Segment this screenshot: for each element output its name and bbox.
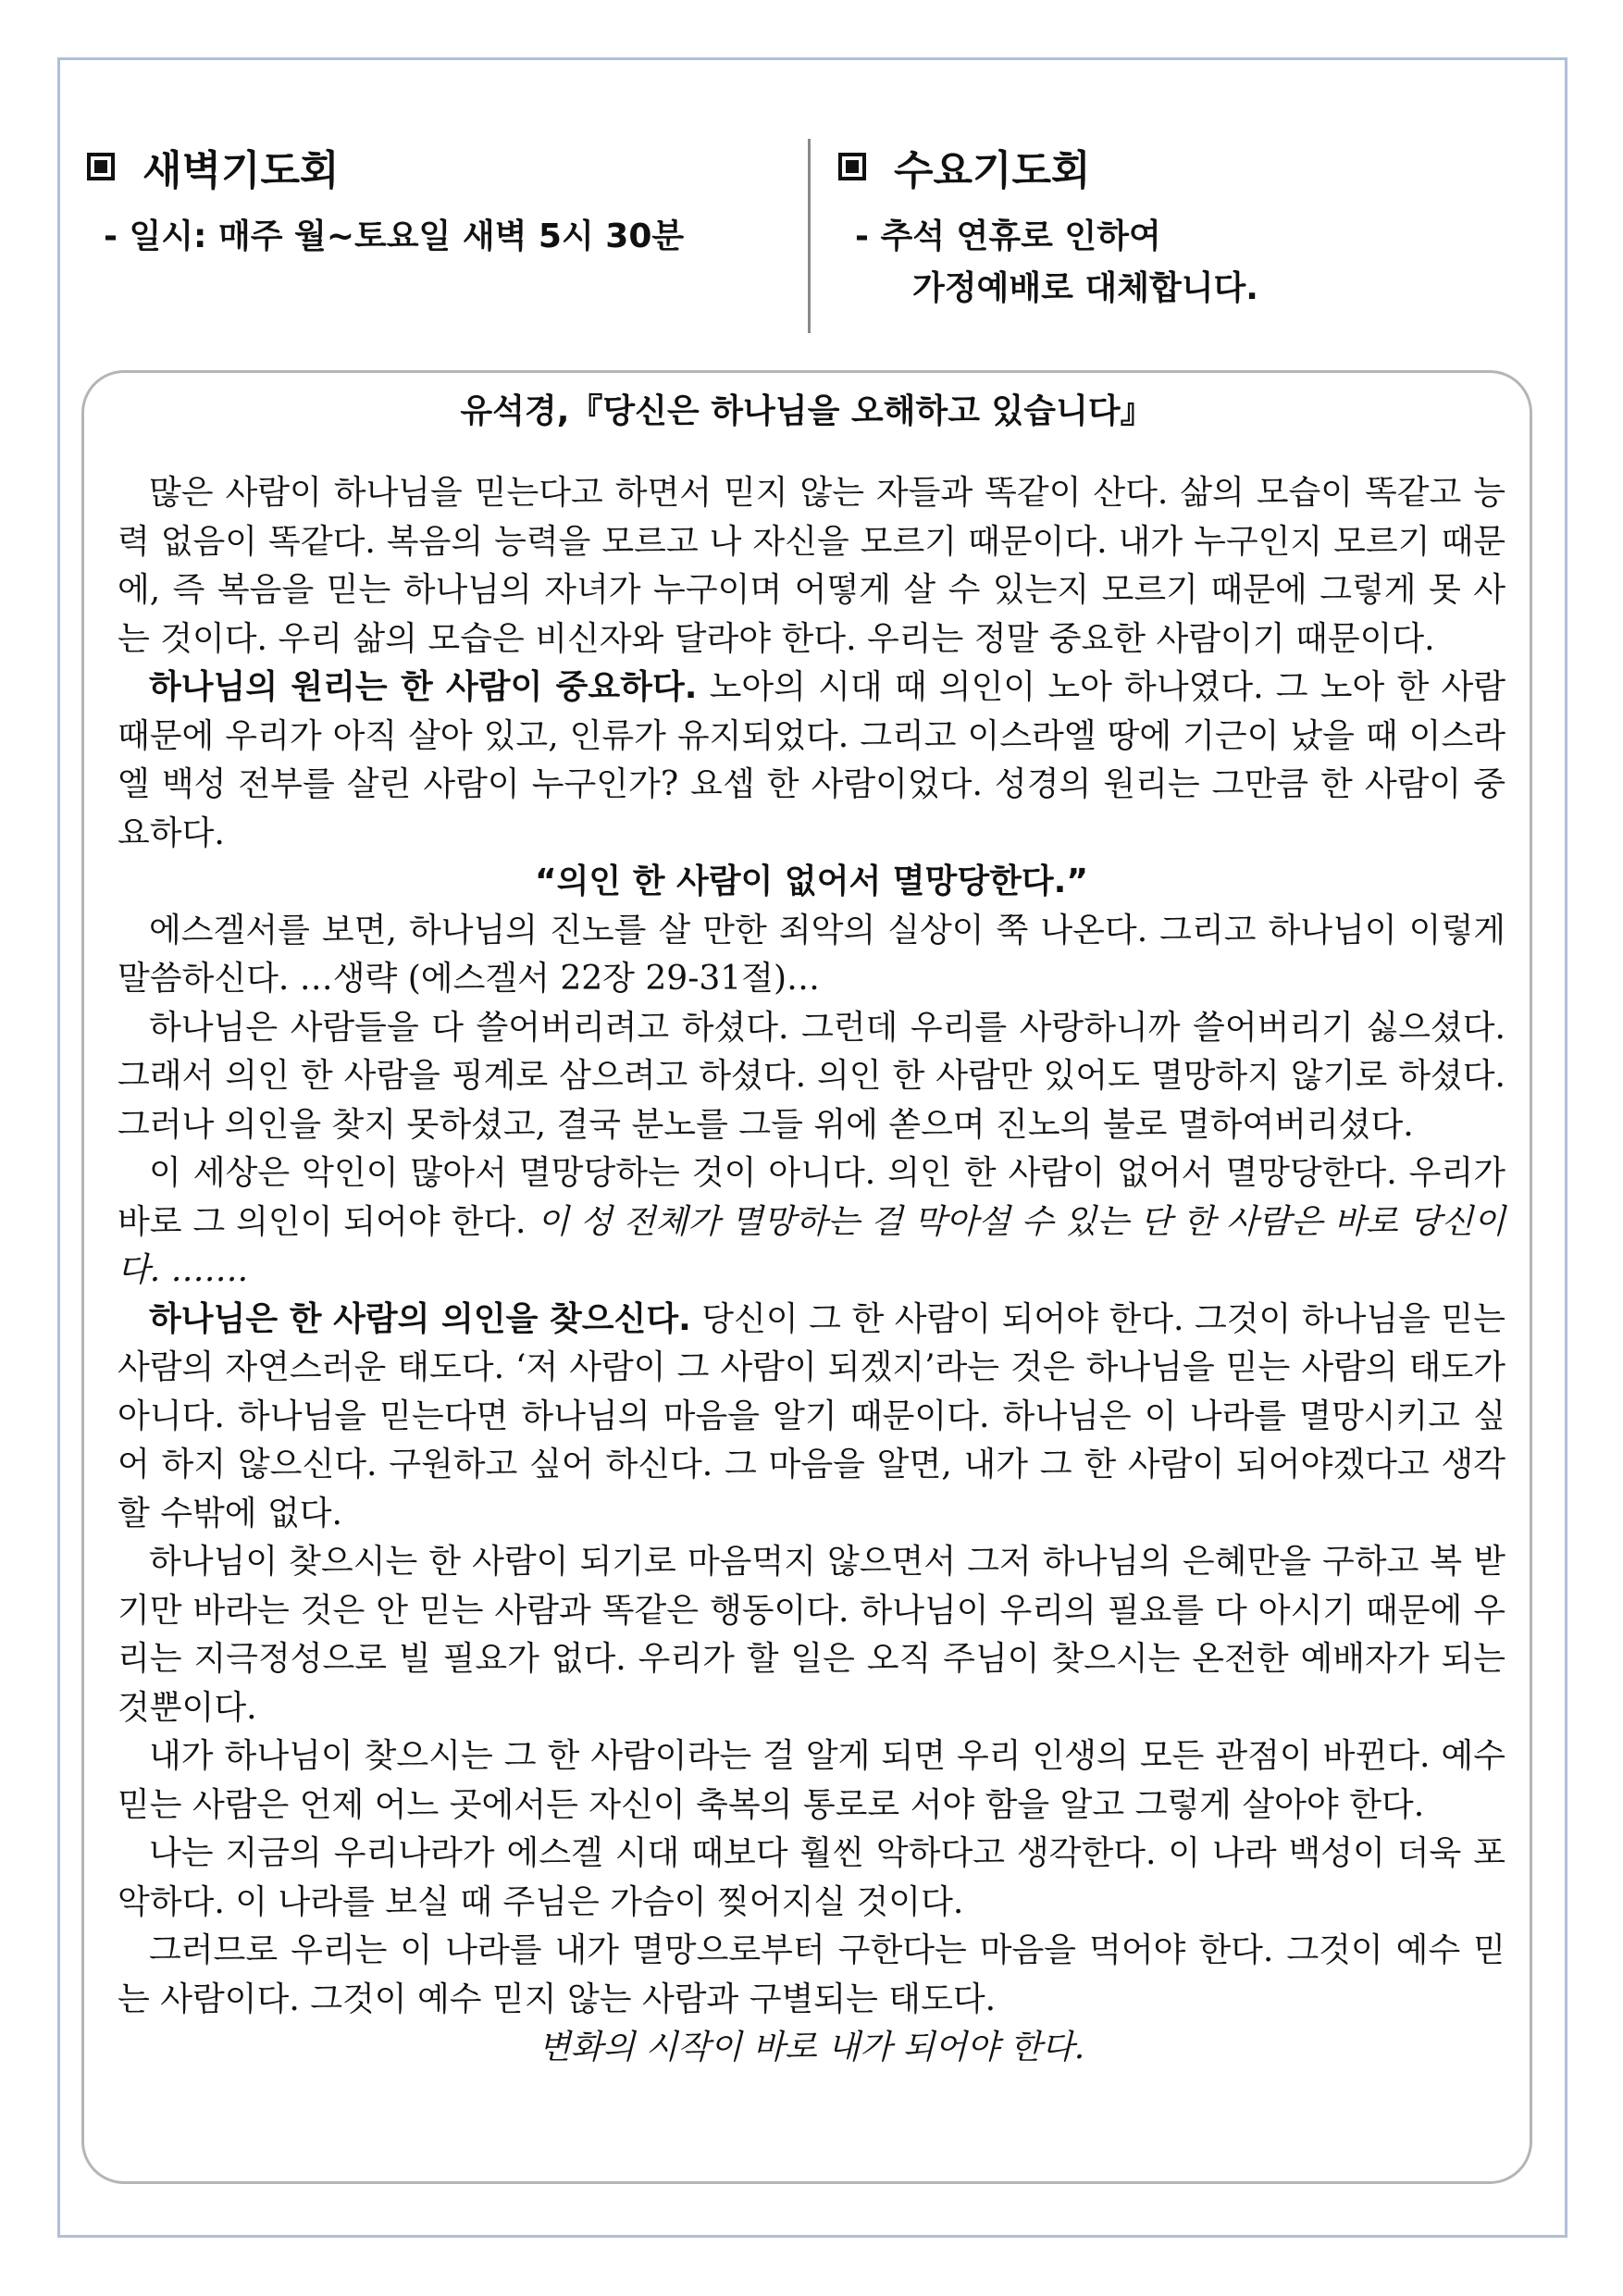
book-title: 유석경,『당신은 하나님을 오해하고 있습니다』 bbox=[460, 392, 1154, 430]
paragraph-9: 나는 지금의 우리나라가 에스겔 시대 때보다 훨씬 악하다고 생각한다. 이 나라 백성이 더욱 포악하다. 이 나라를 보실 때 주님은 가슴이 찢어지실 것이다. bbox=[118, 1834, 1505, 1921]
paragraph-2-emphasis: 하나님의 원리는 한 사람이 중요하다. bbox=[149, 668, 698, 706]
wednesday-prayer-notice bbox=[833, 139, 1481, 315]
paragraph-6-emphasis: 하나님은 한 사람의 의인을 찾으신다. bbox=[149, 1299, 691, 1338]
dawn-prayer-title: 새벽기도회 bbox=[142, 147, 340, 194]
notice-divider bbox=[808, 139, 811, 333]
paragraph-1: 많은 사람이 하나님을 믿는다고 하면서 믿지 않는 자들과 똑같이 산다. 삶의 모습이 똑같고 능력 없음이 똑같다. 복음의 능력을 모르고 나 자신을 모르기 때문이다. 내가 누구인지 모르기 때문에, 즉 복음을 믿는 하나님의 자녀가 누구이며 어떻게 살 수 있는지 모르기 때문에 그렇게 못 사는 것이다. 우리 삶의 모습은 비신자와 달라야 한다. 우리는 정말 중요한 사람이기 때문이다. bbox=[118, 474, 1505, 658]
paragraph-2-text: 노아의 시대 때 의인이 노아 하나였다. 그 노아 한 사람 때문에 우리가 아직 살아 있고, 인류가 유지되었다. 그리고 이스라엘 땅에 기근이 났을 때 이스라엘 백성 전부를 살린 사람이 누구인가? 요셉 한 사람이었다. 성경의 원리는 그만큼 한 사람이 중요하다. bbox=[118, 668, 1505, 852]
square-bullet-icon bbox=[87, 153, 115, 180]
dawn-prayer-notice bbox=[81, 139, 803, 263]
paragraph-6 bbox=[118, 1296, 1505, 1539]
wednesday-prayer-line2: 가정예배로 대체합니다. bbox=[912, 269, 1258, 307]
square-bullet-icon bbox=[838, 153, 866, 180]
notices-section bbox=[81, 139, 1525, 333]
quote-heading: “의인 한 사람이 없어서 멸망당한다.” bbox=[535, 863, 1088, 900]
paragraph-4: 하나님은 사람들을 다 쓸어버리려고 하셨다. 그런데 우리를 사랑하니까 쓸어버리기 싫으셨다. 그래서 의인 한 사람을 핑계로 삼으려고 하셨다. 의인 한 사람만 있어도 멸망하지 않기로 하셨다. 그러나 의인을 찾지 못하셨고, 결국 분노를 그들 위에 쏟으며 진노의 불로 멸하여버리셨다. bbox=[118, 1008, 1505, 1144]
paragraph-3: 에스겔서를 보면, 하나님의 진노를 살 만한 죄악의 실상이 쭉 나온다. 그리고 하나님이 이렇게 말씀하신다. …생략 (에스겔서 22장 29-31절)… bbox=[118, 911, 1505, 998]
closing-line: 변화의 시작이 바로 내가 되어야 한다. bbox=[538, 2029, 1085, 2066]
wednesday-prayer-heading bbox=[833, 139, 1481, 194]
sermon-body bbox=[118, 469, 1505, 2073]
dawn-prayer-schedule: - 일시: 매주 월~토요일 새벽 5시 30분 bbox=[104, 217, 685, 255]
paragraph-5-italic: 이 성 전체가 멸망하는 걸 막아설 수 있는 단 한 사람은 바로 당신이다. ……. bbox=[118, 1202, 1505, 1289]
wednesday-prayer-line1: - 추석 연휴로 인하여 bbox=[855, 217, 1161, 255]
paragraph-5-text: 이 세상은 악인이 많아서 멸망당하는 것이 아니다. 의인 한 사람이 없어서 멸망당한다. 우리가 바로 그 의인이 되어야 한다. bbox=[118, 1154, 1505, 1241]
dawn-prayer-heading bbox=[81, 139, 803, 194]
paragraph-10: 그러므로 우리는 이 나라를 내가 멸망으로부터 구한다는 마음을 먹어야 한다. 그것이 예수 믿는 사람이다. 그것이 예수 믿지 않는 사람과 구별되는 태도다. bbox=[118, 1931, 1505, 2018]
paragraph-6-text: 당신이 그 한 사람이 되어야 한다. 그것이 하나님을 믿는 사람의 자연스러운 태도다. ‘저 사람이 그 사람이 되겠지’라는 것은 하나님을 믿는 사람의 태도가 아니다. 하나님을 믿는다면 하나님의 마음을 알기 때문이다. 하나님은 이 나라를 멸망시키고 싶어 하지 않으신다. 구원하고 싶어 하신다. 그 마음을 알면, 내가 그 한 사람이 되어야겠다고 생각할 수밖에 없다. bbox=[118, 1299, 1506, 1533]
paragraph-7: 하나님이 찾으시는 한 사람이 되기로 마음먹지 않으면서 그저 하나님의 은혜만을 구하고 복 받기만 바라는 것은 안 믿는 사람과 똑같은 행동이다. 하나님이 우리의 필요를 다 아시기 때문에 우리는 지극정성으로 빌 필요가 없다. 우리가 할 일은 오직 주님이 찾으시는 온전한 예배자가 되는 것뿐이다. bbox=[118, 1543, 1505, 1727]
wednesday-prayer-title: 수요기도회 bbox=[894, 147, 1091, 194]
paragraph-8: 내가 하나님이 찾으시는 그 한 사람이라는 걸 알게 되면 우리 인생의 모든 관점이 바뀐다. 예수 믿는 사람은 언제 어느 곳에서든 자신이 축복의 통로로 서야 함을 알고 그렇게 살아야 한다. bbox=[118, 1737, 1505, 1824]
paragraph-5 bbox=[118, 1149, 1505, 1296]
sermon-excerpt-box bbox=[81, 370, 1532, 2184]
paragraph-2 bbox=[118, 664, 1505, 858]
